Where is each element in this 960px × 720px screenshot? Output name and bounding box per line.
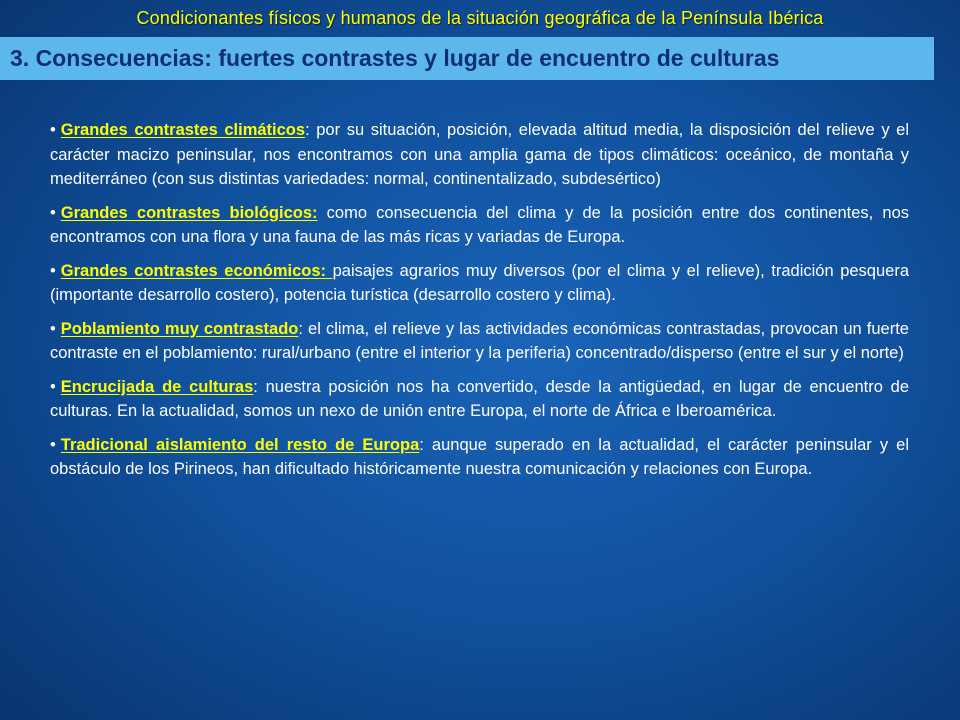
bullet-text: : nuestra posición nos ha convertido, desde la antigüedad, en lugar de encuentro de culturas. En la actualidad, somos un nexo de unión entre Europa, el norte de África e Iberoamérica. (50, 377, 909, 420)
bullet-dot: • (50, 121, 56, 139)
bullet-text: : aunque superado en la actualidad, el carácter peninsular y el obstáculo de los Pirineos, han dificultado históricamente nuestra comunicación y relaciones con Europa. (50, 435, 909, 478)
section-title: 3. Consecuencias: fuertes contrastes y lugar de encuentro de culturas (10, 45, 780, 71)
bullet-text: como consecuencia del clima y de la posición entre dos continentes, nos encontramos con una flora y una fauna de las más ricas y variadas de Europa. (50, 203, 909, 246)
bullet-text: paisajes agrarios muy diversos (por el clima y el relieve), tradición pesquera (importante desarrollo costero), potencia turística (desarrollo costero y clima). (50, 261, 909, 304)
bullet-dot: • (50, 319, 56, 338)
bullet-dot: • (50, 261, 56, 280)
slide-top-title: Condicionantes físicos y humanos de la situación geográfica de la Península Ibérica (136, 8, 824, 28)
term-biological-contrasts: Grandes contrastes biológicos: (60, 203, 318, 222)
term-settlement-contrast: Poblamiento muy contrastado (60, 319, 299, 338)
bullet-point-isolation (50, 433, 909, 482)
bullet-dot: • (50, 203, 56, 222)
bullet-point-cultures (50, 375, 909, 424)
bullet-text: : por su situación, posición, elevada altitud media, la disposición del relieve y el carácter macizo peninsular, nos encontramos con una amplia gama de tipos climáticos: oceánico, de montaña y mediterráneo (con sus distintas variedades: normal, continentalizado, subdesértico) (50, 121, 910, 188)
bullet-point-economic (50, 259, 909, 308)
bullet-list (50, 118, 909, 491)
term-traditional-isolation: Tradicional aislamiento del resto de Europa (60, 435, 420, 454)
bullet-dot: • (50, 435, 56, 454)
section-banner (0, 37, 934, 80)
term-climatic-contrasts: Grandes contrastes climáticos (60, 121, 306, 139)
bullet-text: : el clima, el relieve y las actividades económicas contrastadas, provocan un fuerte contraste en el poblamiento: rural/urbano (entre el interior y la periferia) concentrado/disperso (entre el sur y el norte) (50, 319, 909, 362)
term-economic-contrasts: Grandes contrastes económicos: (60, 261, 333, 280)
bullet-point-settlement (50, 317, 909, 366)
term-crossroads-cultures: Encrucijada de culturas (60, 377, 254, 396)
bullet-dot: • (50, 377, 56, 396)
bullet-point-climatic (50, 118, 909, 192)
bullet-point-biological (50, 201, 909, 250)
